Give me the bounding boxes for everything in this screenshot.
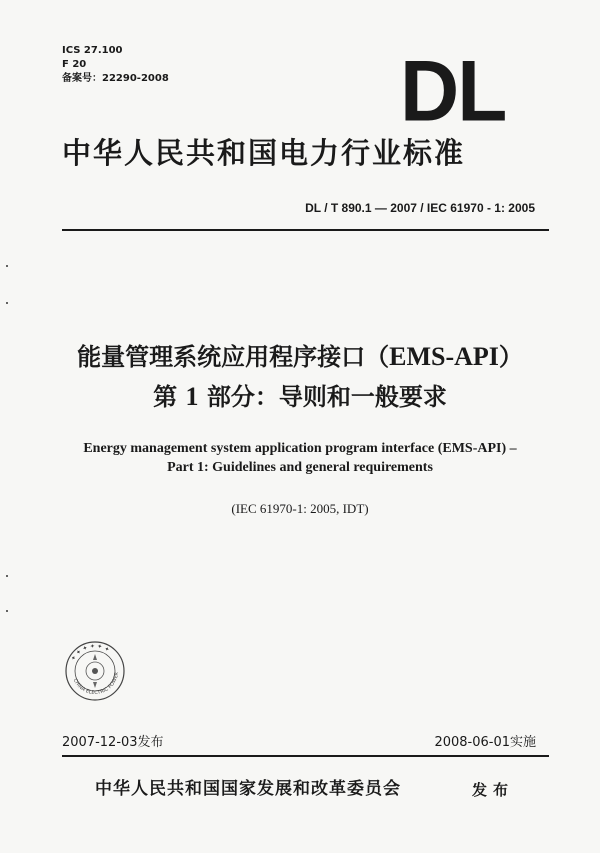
title-zh-line2-a: 第	[153, 383, 186, 411]
equivalence-note: (IEC 61970-1: 2005, IDT)	[231, 501, 369, 516]
title-zh-line1	[0, 340, 600, 374]
standard-number: DL / T 890.1 — 2007 / IEC 61970 - 1: 2005	[305, 201, 535, 215]
ics-code: ICS 27.100	[62, 45, 123, 56]
footer-rule	[62, 755, 549, 757]
issue-action: 发布	[472, 781, 515, 799]
scan-speck	[6, 610, 8, 612]
effective-date: 2008-06-01实施	[434, 735, 536, 750]
title-zh-line2	[0, 380, 600, 414]
category-code: F 20	[62, 59, 87, 70]
title-zh-line2-num: 1	[185, 382, 199, 411]
seal-stamp-icon	[64, 640, 126, 702]
dl-logo: DL	[400, 43, 506, 140]
title-zh-line1-b: ）	[498, 343, 523, 371]
title-zh-line1-a: 能量管理系统应用程序接口（	[77, 343, 390, 371]
svg-text:✦ ✦ ✦ ✦ ✦ ✦: ✦ ✦ ✦ ✦ ✦ ✦	[69, 642, 111, 663]
seal-text: CHINA ELECTRIC POWER	[71, 671, 121, 697]
scan-speck	[6, 575, 8, 577]
scan-speck	[6, 265, 8, 267]
title-zh-line2-b: 部分：导则和一般要求	[198, 383, 447, 411]
title-en-line1: Energy management system application program interface (EMS-API) –	[83, 441, 517, 456]
issuer-name: 中华人民共和国国家发展和改革委员会	[95, 779, 401, 799]
header-rule	[62, 229, 549, 231]
scan-speck	[6, 302, 8, 304]
standard-title: 中华人民共和国电力行业标准	[62, 136, 466, 170]
title-en-line2: Part 1: Guidelines and general requirements	[167, 460, 433, 475]
publish-date: 2007-12-03发布	[62, 735, 164, 750]
filing-number: 备案号：22290-2008	[62, 73, 169, 84]
title-zh-line1-en: EMS-API	[389, 342, 499, 371]
